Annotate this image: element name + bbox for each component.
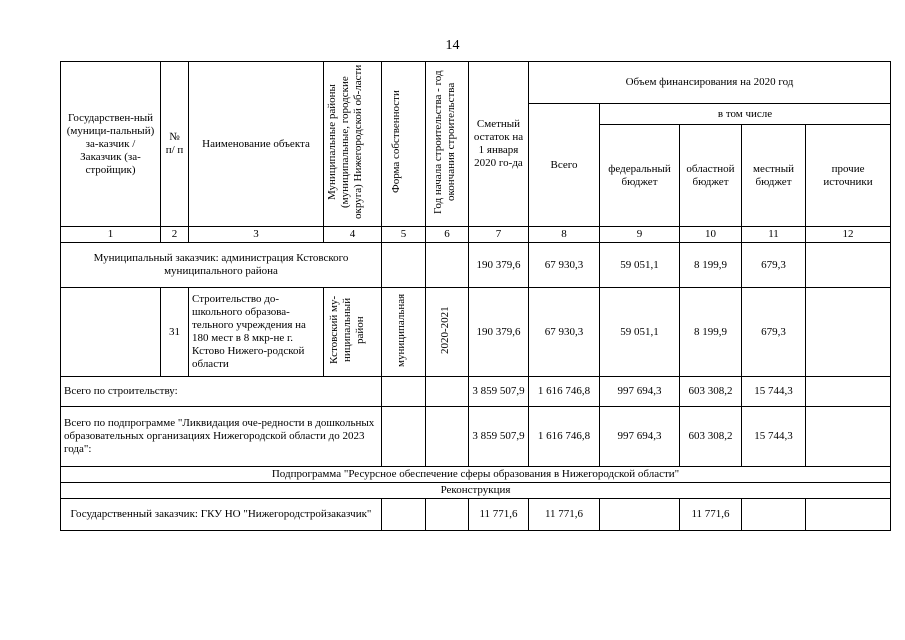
header-total: Всего	[529, 104, 600, 227]
object-district: Кстовский му-ниципальный район	[327, 295, 366, 365]
object-name: Строительство до-школьного образова-тельного учреждения на 180 мест в 8 мкр-не г. Кстово Нижего-родской области	[189, 288, 324, 377]
local-cell: 679,3	[742, 243, 806, 288]
regional-cell: 603 308,2	[680, 407, 742, 467]
col-number: 8	[529, 227, 600, 243]
federal-cell: 59 051,1	[600, 243, 680, 288]
table-row	[61, 483, 891, 499]
regional-cell: 8 199,9	[680, 288, 742, 377]
estimate-cell: 190 379,6	[469, 243, 529, 288]
table-row	[61, 288, 891, 377]
estimate-cell: 11 771,6	[469, 499, 529, 531]
header-num: № п/ п	[161, 62, 189, 227]
object-years: 2020-2021	[439, 306, 451, 354]
municipal-customer-label: Муниципальный заказчик: администрация Кстовского муниципального района	[61, 243, 382, 288]
col-number: 12	[806, 227, 891, 243]
total-cell: 1 616 746,8	[529, 407, 600, 467]
col-number: 1	[61, 227, 161, 243]
total-construction-label: Всего по строительству:	[61, 377, 382, 407]
estimate-cell: 190 379,6	[469, 288, 529, 377]
header-local: местный бюджет	[742, 125, 806, 227]
regional-cell: 8 199,9	[680, 243, 742, 288]
header-including: в том числе	[600, 104, 891, 125]
subprogram-title: Подпрограмма "Ресурсное обеспечение сферы образования в Нижегородской области"	[61, 467, 891, 483]
financing-table	[60, 61, 891, 531]
federal-cell: 997 694,3	[600, 407, 680, 467]
object-number: 31	[161, 288, 189, 377]
header-name: Наименование объекта	[189, 62, 324, 227]
header-customer: Государствен-ный (муници-пальный) за-казчик / Заказчик (за-стройщик)	[61, 62, 161, 227]
column-numbers-row	[61, 227, 891, 243]
local-cell: 679,3	[742, 288, 806, 377]
header-estimate: Сметный остаток на 1 января 2020 го-да	[469, 62, 529, 227]
col-number: 11	[742, 227, 806, 243]
reconstruction-title: Реконструкция	[61, 483, 891, 499]
local-cell: 15 744,3	[742, 377, 806, 407]
header-federal: федеральный бюджет	[600, 125, 680, 227]
regional-cell: 603 308,2	[680, 377, 742, 407]
header-other: прочие источники	[806, 125, 891, 227]
total-cell: 11 771,6	[529, 499, 600, 531]
col-number: 10	[680, 227, 742, 243]
header-financing: Объем финансирования на 2020 год	[529, 62, 891, 104]
table-row	[61, 407, 891, 467]
col-number: 3	[189, 227, 324, 243]
table-row	[61, 243, 891, 288]
header-regional: областной бюджет	[680, 125, 742, 227]
col-number: 7	[469, 227, 529, 243]
table-row	[61, 377, 891, 407]
table-row	[61, 467, 891, 483]
col-number: 9	[600, 227, 680, 243]
federal-cell: 59 051,1	[600, 288, 680, 377]
federal-cell: 997 694,3	[600, 377, 680, 407]
col-number: 6	[426, 227, 469, 243]
estimate-cell: 3 859 507,9	[469, 377, 529, 407]
col-number: 5	[382, 227, 426, 243]
total-cell: 1 616 746,8	[529, 377, 600, 407]
total-cell: 67 930,3	[529, 288, 600, 377]
table-row	[61, 499, 891, 531]
page-number: 14	[445, 38, 460, 53]
local-cell: 15 744,3	[742, 407, 806, 467]
total-cell: 67 930,3	[529, 243, 600, 288]
col-number: 4	[324, 227, 382, 243]
state-customer-label: Государственный заказчик: ГКУ НО "Нижегородстройзаказчик"	[61, 499, 382, 531]
object-ownership: муниципальная	[394, 293, 407, 367]
header-districts: Муниципальные районы (муниципальные, городские округа) Нижегородской об-ласти	[325, 64, 364, 220]
estimate-cell: 3 859 507,9	[469, 407, 529, 467]
regional-cell: 11 771,6	[680, 499, 742, 531]
header-years: Год начала строительства - год окончания строительства	[432, 70, 457, 214]
col-number: 2	[161, 227, 189, 243]
header-ownership: Форма собственности	[389, 90, 402, 194]
total-subprogram-label: Всего по подпрограмме "Ликвидация оче-редности в дошкольных образовательных организациях Нижегородской области до 2023 года":	[61, 407, 382, 467]
